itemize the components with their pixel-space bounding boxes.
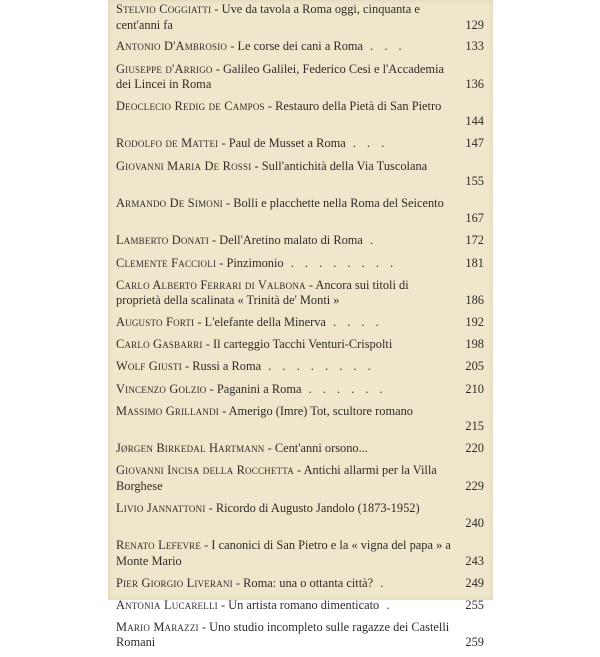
entry-author: Carlo Gasbarri bbox=[116, 337, 203, 352]
entry-title: Paul de Musset a Roma bbox=[228, 136, 346, 151]
entry-page-number: 220 bbox=[465, 441, 484, 456]
entry-page-number: 259 bbox=[465, 635, 484, 650]
entry-author: Livio Jannattoni bbox=[116, 500, 206, 515]
entry-author: Lamberto Donati bbox=[116, 233, 209, 248]
entry-author: Massimo Grillandi bbox=[116, 403, 219, 418]
entry-title: Bolli e placchette nella Roma del Seicento bbox=[233, 195, 444, 210]
entry-page-number: 167 bbox=[465, 211, 484, 226]
toc-entry: Livio Jannattoni - Ricordo di Augusto Jandolo (1873-1952) 240 bbox=[116, 500, 484, 531]
entry-page-number: 172 bbox=[465, 233, 484, 248]
entry-author: Pier Giorgio Liverani bbox=[116, 575, 233, 590]
leader-dots: . bbox=[362, 233, 378, 248]
toc-entry: Carlo Gasbarri - Il carteggio Tacchi Venturi-Crispolti 198 bbox=[116, 337, 484, 352]
entry-title: Roma: una o ottanta città? bbox=[243, 575, 374, 590]
entry-page-number: 133 bbox=[465, 39, 484, 54]
toc-entry: Giovanni Incisa della Rocchetta - Antichi allarmi per la Villa Borghese 229 bbox=[116, 463, 484, 493]
entry-page-number: 136 bbox=[465, 77, 484, 92]
entry-page-number: 129 bbox=[465, 17, 484, 32]
entry-author: Antonia Lucarelli bbox=[116, 597, 218, 612]
entry-page-number: 155 bbox=[465, 174, 484, 189]
entry-title: Restauro della Pietà di San Pietro bbox=[275, 98, 442, 113]
entry-title: Sull'antichità della Via Tuscolana bbox=[261, 158, 428, 173]
entry-title: Paganini a Roma bbox=[216, 381, 302, 396]
entry-page-number: 198 bbox=[465, 337, 484, 352]
toc-entry: Antonio D'Ambrosio - Le corse dei cani a Roma . . . 133 bbox=[116, 39, 484, 54]
toc-entry: Jørgen Birkedal Hartmann - Cent'anni orsono... 220 bbox=[116, 441, 484, 456]
toc-entry: Giovanni Maria De Rossi - Sull'antichità della Via Tuscolana 155 bbox=[116, 158, 484, 189]
leader-dots: . bbox=[379, 597, 394, 612]
entry-author: Wolf Giusti bbox=[116, 359, 182, 374]
entry-page-number: 240 bbox=[465, 516, 484, 531]
entry-title: Ancora sui titoli di proprietà della scalinata « Trinità de' Monti » bbox=[116, 277, 409, 308]
leader-dots: . . . . . . . . bbox=[283, 255, 398, 270]
entry-page-number: 186 bbox=[465, 293, 484, 308]
toc-entry: Antonia Lucarelli - Un artista romano dimenticato . 255 bbox=[116, 597, 484, 612]
entry-author: Jørgen Birkedal Hartmann bbox=[116, 441, 265, 456]
entry-page-number: 181 bbox=[465, 255, 484, 270]
entry-page-number: 147 bbox=[465, 136, 484, 151]
leader-dots: . bbox=[373, 575, 388, 590]
entry-page-number: 144 bbox=[465, 114, 484, 129]
entry-title: I canonici di San Pietro e la « vigna del papa » a Monte Mario bbox=[116, 538, 451, 568]
entry-title: Le corse dei cani a Roma bbox=[237, 39, 364, 54]
entry-title: Dell'Aretino malato di Roma bbox=[219, 233, 363, 248]
entry-title: Antichi allarmi per la Villa Borghese bbox=[116, 463, 437, 493]
leader-dots: . . . bbox=[363, 39, 406, 54]
entry-author: Armando De Simoni bbox=[116, 195, 223, 210]
toc-entry: Stelvio Coggiatti - Uve da tavola a Roma oggi, cinquanta e cent'anni fa 129 bbox=[116, 2, 484, 32]
entry-title: Il carteggio Tacchi Venturi-Crispolti bbox=[212, 337, 393, 352]
toc-entry: Deoclecio Redig de Campos - Restauro della Pietà di San Pietro 144 bbox=[116, 98, 484, 129]
toc-entry: Lamberto Donati - Dell'Aretino malato di Roma . 172 bbox=[116, 233, 484, 248]
toc-entry: Augusto Forti - L'elefante della Minerva . . . . 192 bbox=[116, 315, 484, 330]
entry-title: Amerigo (Imre) Tot, scultore romano bbox=[228, 403, 413, 418]
entry-author: Renato Lefevre bbox=[116, 538, 202, 553]
entry-author: Stelvio Coggiatti bbox=[116, 2, 212, 16]
toc-entry: Vincenzo Golzio - Paganini a Roma . . . . . . 210 bbox=[116, 381, 484, 396]
entry-author: Deoclecio Redig de Campos bbox=[116, 98, 265, 113]
entry-title: Galileo Galilei, Federico Cesi e l'Accademia dei Lincei in Roma bbox=[116, 61, 445, 92]
toc-entry: Giuseppe d'Arrigo - Galileo Galilei, Federico Cesi e l'Accademia dei Lincei in Roma 136 bbox=[116, 61, 484, 92]
entry-title: Un artista romano dimenticato bbox=[228, 597, 380, 612]
toc-entry: Rodolfo de Mattei - Paul de Musset a Roma . . . 147 bbox=[116, 136, 484, 151]
entry-title: Uno studio incompleto sulle ragazze dei Castelli Romani bbox=[116, 619, 450, 650]
leader-dots: . . . . . . . . bbox=[261, 359, 375, 374]
entry-author: Mario Marazzi bbox=[116, 619, 199, 634]
entry-page-number: 192 bbox=[465, 315, 484, 330]
table-of-contents bbox=[116, 2, 488, 657]
entry-page-number: 229 bbox=[465, 478, 484, 493]
entry-author: Augusto Forti bbox=[116, 315, 195, 330]
entry-title: Pinzimonio bbox=[226, 255, 284, 270]
toc-entry: Wolf Giusti - Russi a Roma . . . . . . . . 205 bbox=[116, 359, 484, 374]
entry-author: Vincenzo Golzio bbox=[116, 381, 207, 396]
entry-author: Carlo Alberto Ferrari di Valbona bbox=[116, 277, 306, 292]
toc-entry: Mario Marazzi - Uno studio incompleto sulle ragazze dei Castelli Romani 259 bbox=[116, 619, 484, 650]
entry-author: Clemente Faccioli bbox=[116, 255, 217, 270]
entry-author: Giovanni Incisa della Rocchetta bbox=[116, 463, 294, 478]
entry-title: Russi a Roma bbox=[192, 359, 262, 374]
entry-page-number: 249 bbox=[465, 575, 484, 590]
toc-entry: Renato Lefevre - I canonici di San Pietro e la « vigna del papa » a Monte Mario 243 bbox=[116, 538, 484, 568]
leader-dots: . . . . bbox=[325, 315, 383, 330]
entry-title: L'elefante della Minerva bbox=[204, 315, 326, 330]
entry-page-number: 210 bbox=[465, 381, 484, 396]
entry-title: Ricordo di Augusto Jandolo (1873-1952) bbox=[215, 500, 420, 515]
book-page bbox=[108, 0, 493, 650]
toc-entry: Carlo Alberto Ferrari di Valbona - Ancora sui titoli di proprietà della scalinata « Trinità de' Monti » 186 bbox=[116, 277, 484, 308]
entry-author: Antonio D'Ambrosio bbox=[116, 39, 228, 54]
leader-dots: . . . bbox=[345, 136, 389, 151]
entry-author: Giuseppe d'Arrigo bbox=[116, 61, 213, 76]
entry-author: Rodolfo de Mattei bbox=[116, 136, 219, 151]
toc-entry: Massimo Grillandi - Amerigo (Imre) Tot, scultore romano 215 bbox=[116, 403, 484, 434]
toc-entry: Armando De Simoni - Bolli e placchette nella Roma del Seicento 167 bbox=[116, 195, 484, 226]
toc-entry: Clemente Faccioli - Pinzimonio . . . . . . . . 181 bbox=[116, 255, 484, 270]
entry-page-number: 215 bbox=[465, 419, 484, 434]
entry-title: Uve da tavola a Roma oggi, cinquanta e cent'anni fa bbox=[116, 2, 420, 32]
entry-page-number: 205 bbox=[465, 359, 484, 374]
entry-page-number: 243 bbox=[465, 553, 484, 568]
entry-author: Giovanni Maria De Rossi bbox=[116, 158, 252, 173]
entry-page-number: 255 bbox=[465, 597, 484, 612]
toc-entry: Pier Giorgio Liverani - Roma: una o ottanta città? . 249 bbox=[116, 575, 484, 590]
leader-dots: . . . . . . bbox=[301, 381, 387, 396]
entry-title: Cent'anni orsono... bbox=[274, 441, 368, 456]
